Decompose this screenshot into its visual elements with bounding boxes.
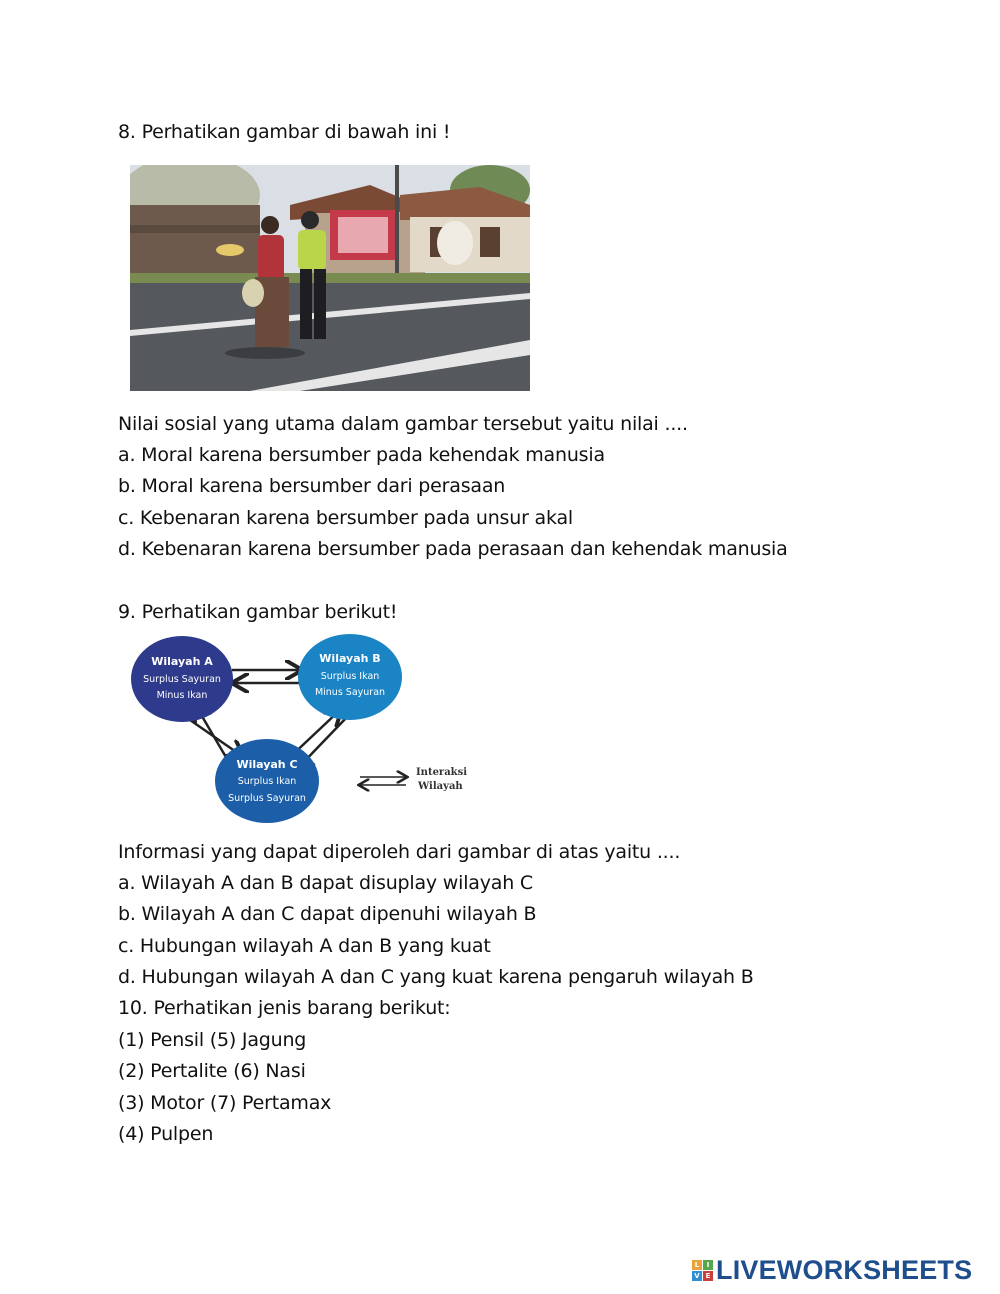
wilayah-a-line1: Surplus Sayuran [143,674,221,685]
logo-wordmark: LIVEWORKSHEETS [716,1254,973,1285]
wilayah-a-line2: Minus Ikan [156,690,208,701]
q10-item-2: (2) Pertalite (6) Nasi [118,1060,306,1082]
q8-question: Nilai sosial yang utama dalam gambar tersebut yaitu nilai .... [118,413,688,435]
logo-block-e: E [703,1271,713,1281]
wilayah-c-line1: Surplus Ikan [237,776,297,787]
regional-interaction-diagram [130,632,490,827]
logo-block-l: L [692,1260,702,1270]
logo-block-i: I [703,1260,713,1270]
q9-option-b[interactable]: b. Wilayah A dan C dapat dipenuhi wilayah B [118,903,537,925]
q8-option-a[interactable]: a. Moral karena bersumber pada kehendak manusia [118,444,605,466]
q9-option-d[interactable]: d. Hubungan wilayah A dan C yang kuat karena pengaruh wilayah B [118,966,754,988]
street-crossing-photo [130,165,530,391]
q9-option-c[interactable]: c. Hubungan wilayah A dan B yang kuat [118,935,491,957]
q10-item-3: (3) Motor (7) Pertamax [118,1092,332,1114]
liveworksheets-logo [692,1255,972,1285]
wilayah-c-line2: Surplus Sayuran [228,793,306,804]
q8-prompt: 8. Perhatikan gambar di bawah ini ! [118,121,451,143]
wilayah-c-title: Wilayah C [236,758,298,771]
wilayah-b-line1: Surplus Ikan [320,671,380,682]
logo-block-v: V [692,1271,702,1281]
q9-prompt: 9. Perhatikan gambar berikut! [118,601,398,623]
legend-label-1: Interaksi [416,767,468,778]
q10-item-4: (4) Pulpen [118,1123,214,1145]
q10-prompt: 10. Perhatikan jenis barang berikut: [118,997,451,1019]
q9-option-a[interactable]: a. Wilayah A dan B dapat disuplay wilayah C [118,872,533,894]
logo-blocks-icon [692,1260,713,1281]
q9-question: Informasi yang dapat diperoleh dari gambar di atas yaitu .... [118,841,681,863]
wilayah-b-title: Wilayah B [319,652,381,665]
wilayah-b-line2: Minus Sayuran [314,687,386,698]
legend-label-2: Wilayah [418,781,463,792]
q8-option-d[interactable]: d. Kebenaran karena bersumber pada perasaan dan kehendak manusia [118,538,788,560]
q10-item-1: (1) Pensil (5) Jagung [118,1029,307,1051]
q8-option-b[interactable]: b. Moral karena bersumber dari perasaan [118,475,506,497]
q8-option-c[interactable]: c. Kebenaran karena bersumber pada unsur akal [118,507,573,529]
wilayah-a-title: Wilayah A [151,655,213,668]
